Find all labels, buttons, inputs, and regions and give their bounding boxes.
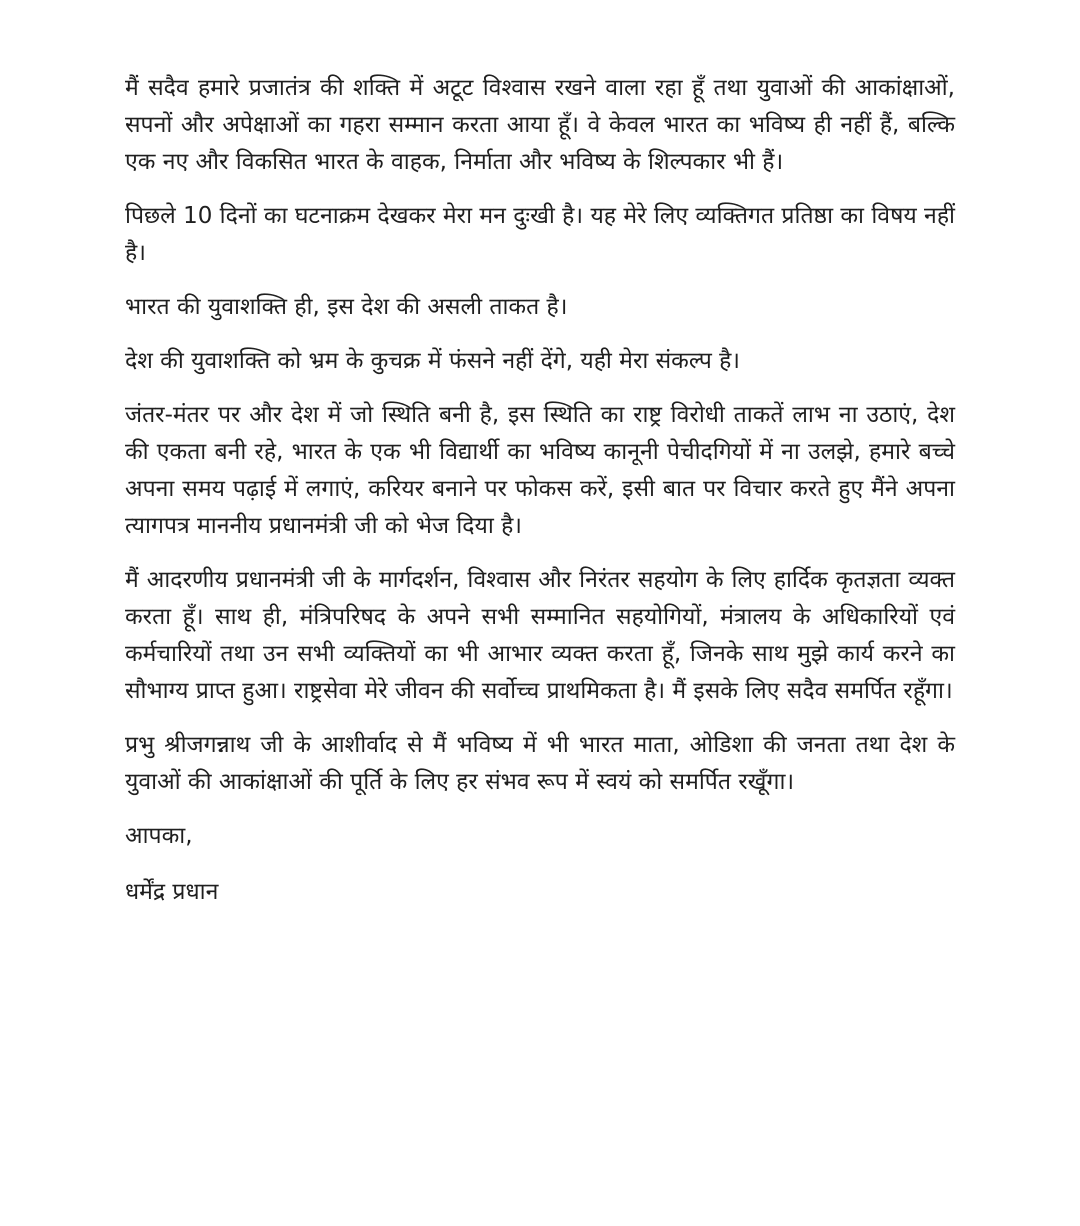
letter-paragraph-3: भारत की युवाशक्ति ही, इस देश की असली ताकत है। [125,294,568,320]
letter-paragraph-1: मैं सदैव हमारे प्रजातंत्र की शक्ति में अटूट विश्वास रखने वाला रहा हूँ तथा युवाओं की आकांक्षाओं, सपनों और अपेक्षाओं का गहरा सम्मान करता आया हूँ। वे केवल भारत का भविष्य ही नहीं हैं, बल्कि एक नए और विकसित भारत के वाहक, निर्माता और भविष्य के शिल्पकार भी हैं। [125,75,955,175]
letter-signature: धर्मेंद्र प्रधान [125,879,219,905]
letter-body [125,70,955,911]
letter-paragraph-5: जंतर-मंतर पर और देश में जो स्थिति बनी है, इस स्थिति का राष्ट्र विरोधी ताकतें लाभ ना उठाएं, देश की एकता बनी रहे, भारत के एक भी विद्यार्थी का भविष्य कानूनी पेचीदगियों में ना उलझे, हमारे बच्चे अपना समय पढ़ाई में लगाएं, करियर बनाने पर फोकस करें, इसी बात पर विचार करते हुए मैंने अपना त्यागपत्र माननीय प्रधानमंत्री जी को भेज दिया है। [125,402,955,539]
letter-closing: आपका, [125,823,193,849]
letter-paragraph-7: प्रभु श्रीजगन्नाथ जी के आशीर्वाद से मैं भविष्य में भी भारत माता, ओडिशा की जनता तथा देश के युवाओं की आकांक्षाओं की पूर्ति के लिए हर संभव रूप में स्वयं को समर्पित रखूँगा। [125,732,955,795]
letter-paragraph-6: मैं आदरणीय प्रधानमंत्री जी के मार्गदर्शन, विश्वास और निरंतर सहयोग के लिए हार्दिक कृतज्ञता व्यक्त करता हूँ। साथ ही, मंत्रिपरिषद के अपने सभी सम्मानित सहयोगियों, मंत्रालय के अधिकारियों एवं कर्मचारियों तथा उन सभी व्यक्तियों का भी आभार व्यक्त करता हूँ, जिनके साथ मुझे कार्य करने का सौभाग्य प्राप्त हुआ। राष्ट्रसेवा मेरे जीवन की सर्वोच्च प्राथमिकता है। मैं इसके लिए सदैव समर्पित रहूँगा। [125,567,955,704]
letter-paragraph-2: पिछले 10 दिनों का घटनाक्रम देखकर मेरा मन दुःखी है। यह मेरे लिए व्यक्तिगत प्रतिष्ठा का विषय नहीं है। [125,203,955,266]
letter-paragraph-4: देश की युवाशक्ति को भ्रम के कुचक्र में फंसने नहीं देंगे, यही मेरा संकल्प है। [125,348,740,374]
